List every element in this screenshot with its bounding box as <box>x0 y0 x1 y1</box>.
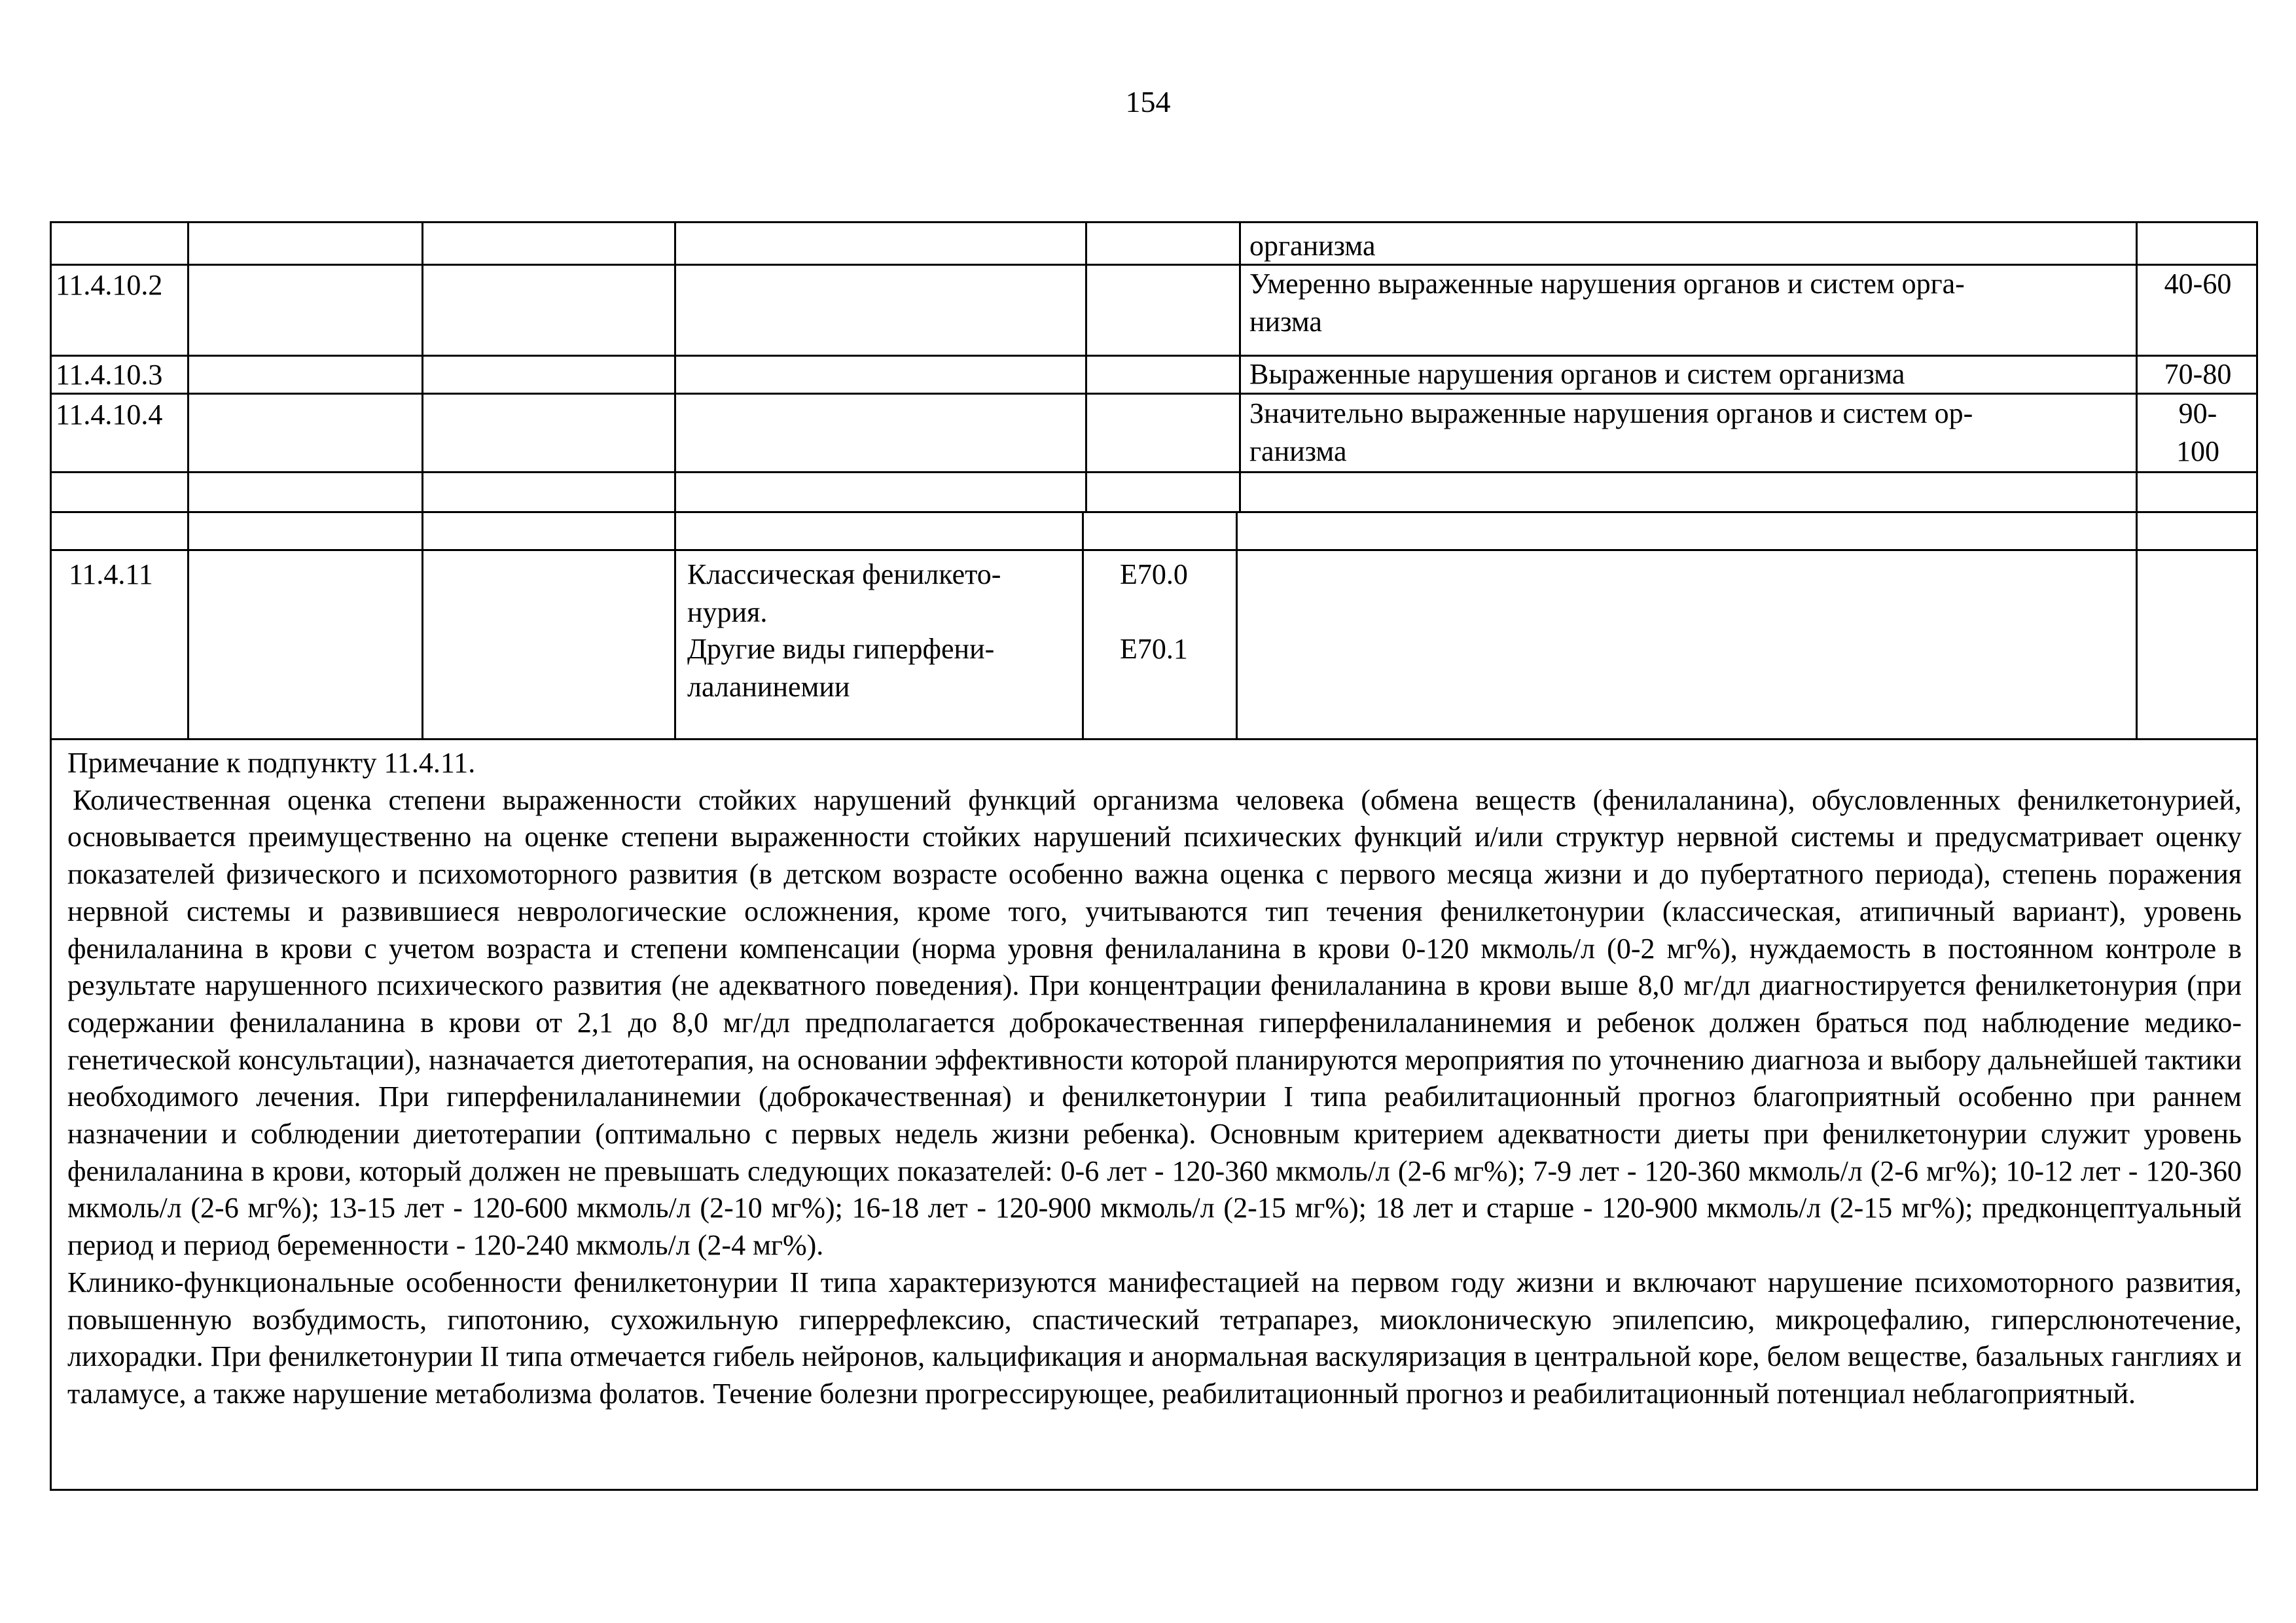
description-cell: Выраженные нарушения органов и систем организма <box>1249 358 1905 390</box>
disease-name: нурия. <box>687 596 768 628</box>
column-divider <box>187 511 189 738</box>
column-divider <box>674 223 676 511</box>
note-paragraph: Количественная оценка степени выраженности стойких нарушений функций организма человека (обмена веществ (фенилаланина), обусловленных фенилкетонурией, основывается преимущественно на оценке степени выраженности стойких нарушений психических функций и/или структур нервной системы и предусматривает оценку показателей физического и психомоторного развития (в детском возрасте особенно важна оценка с первого месяца жизни и до пубертатного периода), степень поражения нервной системы и развившиеся неврологические осложнения, кроме того, учитываются тип течения фенилкетонурии (классическая, атипичный вариант), уровень фенилаланина в крови с учетом возраста и степени компенсации (норма уровня фенилаланина в крови 0-120 мкмоль/л (0-2 мг%), нуждаемость в постоянном контроле в результате нарушенного психического развития (не адекватного поведения). При концентрации фенилаланина в крови выше 8,0 мг/дл диагностируется фенилкетонурия (при содержании фенилаланина в крови от 2,1 до 8,0 мг/дл предполагается доброкачественная гиперфенилаланинемия и ребенок должен браться под наблюдение медико-генетической консультации), назначается диетотерапия, на основании эффективности которой планируются мероприятия по уточнению диагноза и выбору дальнейшей тактики необходимого лечения. При гиперфенилаланинемии (доброкачественная) и фенилкетонурии I типа реабилитационный прогноз благоприятный особенно при раннем назначении и соблюдении диетотерапии (оптимально с первых недель жизни ребенка). Основным критерием адекватности диеты при фенилкетонурии служит уровень фенилаланина в крови, который должен не превышать следующих показателей: 0-6 лет - 120-360 мкмоль/л (2-6 мг%); 7-9 лет - 120-360 мкмоль/л (2-6 мг%); 10-12 лет - 120-360 мкмоль/л (2-6 мг%); 13-15 лет - 120-600 мкмоль/л (2-10 мг%); 16-18 лет - 120-900 мкмоль/л (2-15 мг%); 18 лет и старше - 120-900 мкмоль/л (2-15 мг%); предконцептуальный период и период беременности - 120-240 мкмоль/л (2-4 мг%). <box>67 783 2242 1262</box>
row-divider <box>52 355 2256 357</box>
code-cell: 11.4.10.3 <box>56 359 163 391</box>
row-divider <box>52 511 2256 513</box>
column-divider <box>1082 511 1084 738</box>
page-number: 154 <box>1125 85 1171 118</box>
column-divider <box>1239 223 1241 511</box>
code-cell: 11.4.10.4 <box>56 399 163 431</box>
code-cell: 11.4.10.2 <box>56 269 163 301</box>
row-divider <box>52 549 2256 551</box>
column-divider <box>674 511 676 738</box>
description-cell: Значительно выраженные нарушения органов и систем ор- <box>1249 397 1973 429</box>
disease-name: Классическая фенилкето- <box>687 558 1001 590</box>
column-divider <box>2136 223 2138 511</box>
column-divider <box>1085 223 1087 511</box>
code-cell: 11.4.11 <box>69 558 153 590</box>
note-title: Примечание к подпункту 11.4.11. <box>67 747 476 779</box>
percent-cell: 40-60 <box>2164 268 2232 300</box>
column-divider <box>1236 511 1238 738</box>
percent-cell: 70-80 <box>2164 358 2232 390</box>
disease-name: Другие виды гиперфени- <box>687 633 995 665</box>
description-cell: Умеренно выраженные нарушения органов и систем орга- <box>1249 268 1965 300</box>
column-divider <box>422 223 423 511</box>
note-paragraph: Клинико-функциональные особенности фенилкетонурии II типа характеризуются манифестацией на первом году жизни и включают нарушение психомоторного развития, повышенную возбудимость, гипотонию, сухожильную гиперрефлексию, спастический тетрапарез, миоклоническую эпилепсию, микроцефалию, гиперслюнотечение, лихорадки. При фенилкетонурии II типа отмечается гибель нейронов, кальцификация и анормальная васкуляризация в центральной коре, белом веществе, базальных ганглиях и таламусе, а также нарушение метаболизма фолатов. Течение болезни прогрессирующее, реабилитационный прогноз и реабилитационный потенциал неблагоприятный. <box>67 1266 2242 1410</box>
classification-table <box>50 221 2258 1491</box>
column-divider <box>2136 511 2138 738</box>
description-cell: ганизма <box>1249 435 1347 467</box>
column-divider <box>187 223 189 511</box>
percent-cell: 90- <box>2178 397 2217 429</box>
note-block <box>67 745 2242 1413</box>
column-divider <box>422 511 423 738</box>
icd-code: E70.0 <box>1120 558 1188 590</box>
disease-name: лаланинемии <box>687 671 850 703</box>
row-divider <box>52 738 2256 740</box>
description-cell: организма <box>1249 230 1376 262</box>
icd-code: E70.1 <box>1120 633 1188 665</box>
row-divider <box>52 471 2256 473</box>
percent-cell: 100 <box>2176 435 2219 467</box>
description-cell: низма <box>1249 306 1322 338</box>
